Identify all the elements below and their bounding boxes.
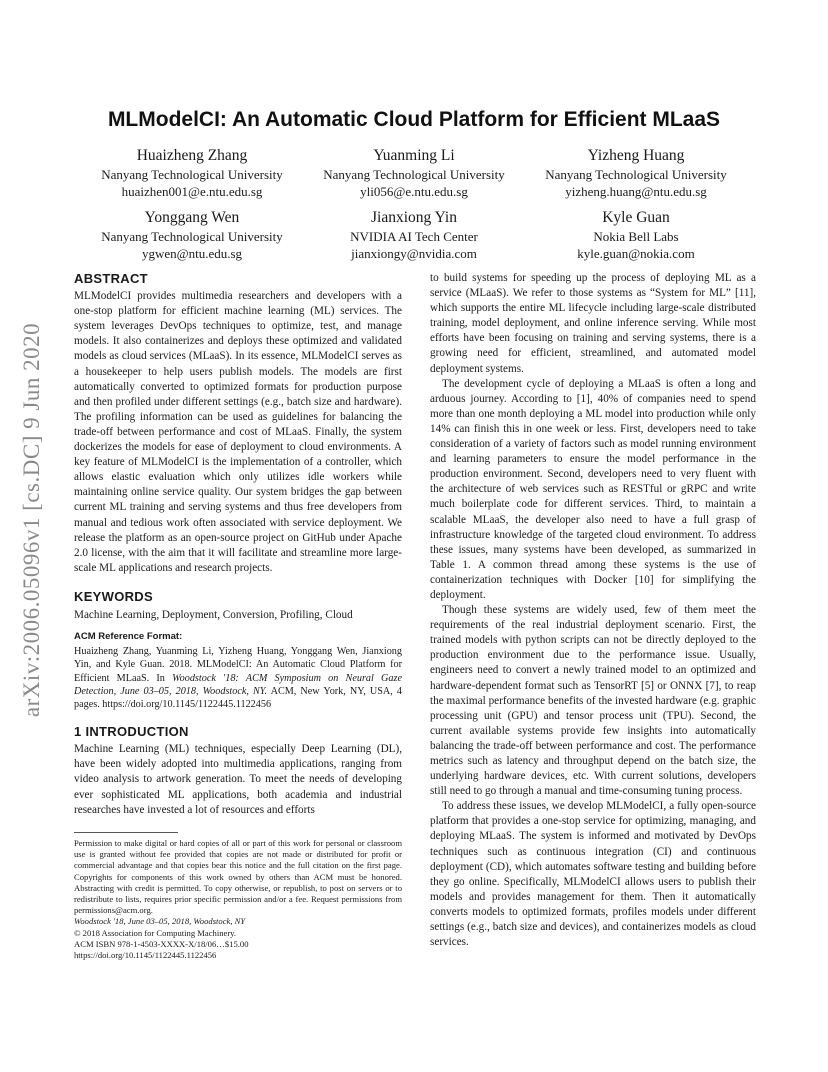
introduction-paragraph: Though these systems are widely used, few of them meet the requirements of the real industrial deployment scenario. First, the trained models with python scripts can not be directly deployed to the production environment due to the performance issue. Usually, engineers need to convert a newly trained model to an optimized and hardware-dependent format such as TensorRT [5] or ONNX [7], to reap the maximal performance benefits of the invested hardware (e.g. graphic processing unit (GPU) and tensor process unit (TPU). Second, the current available systems provide few insights into automatically balancing the trade-off between performance and cost. The performance metrics such as latency and throughput depend on the batch size, the underlying hardware devices, etc. With current solutions, developers still need to go through a manual and time-consuming tuning process.	[430, 604, 756, 798]
author-email: kyle.guan@nokia.com	[577, 246, 695, 261]
author-block	[516, 208, 756, 262]
introduction-paragraph: To address these issues, we develop MLModelCI, a fully open-source platform that provides a one-stop service for optimizing, managing, and deploying MLaaS. The system is informed and motivated by DevOps techniques such as continuous integration (CI) and continuous deployment (CD), which automates software testing and building before they go online. Specifically, MLModelCI allows users to publish their models and provides management for them. Then it automatically converts models to optimized formats, profiles models under different settings (e.g., batch size and devices), and containerizes models as cloud services.	[430, 800, 756, 949]
author-name: Yonggang Wen	[144, 209, 240, 226]
introduction-paragraph: Machine Learning (ML) techniques, especially Deep Learning (DL), have been widely adopted into multimedia applications, ranging from video analysis to artwork generation. To meet the needs of developing ever sophisticated ML applications, both academia and industrial researches have invested a lot of resources and efforts	[74, 743, 402, 816]
author-name: Jianxiong Yin	[371, 209, 457, 226]
author-email: jianxiongy@nvidia.com	[351, 246, 477, 261]
abstract-text: MLModelCI provides multimedia researchers and developers with a one-stop platform for efficient machine learning (ML) services. The system leverages DevOps techniques to optimize, test, and manage models. It also containerizes and deploys these optimized and validated models as cloud services (MLaaS). In its essence, MLModelCI serves as a housekeeper to help users publish models. The models are first automatically converted to optimized formats for production purpose and then profiled under different settings (e.g., batch size and hardware). The profiling information can be used as guidelines for balancing the trade-off between performance and cost of MLaaS. Finally, the system dockerizes the models for ease of deployment to cloud environments. A key feature of MLModelCI is the implementation of a controller, which allows elastic evaluation which only utilizes idle workers while maintaining online service quality. Our system bridges the gap between current ML training and serving systems and thus free developers from manual and tedious work often associated with service deployment. We release the platform as an open-source project on GitHub under Apache 2.0 license, with the aim that it will facilitate and streamline more large-scale ML applications and research projects.	[74, 290, 402, 574]
author-email: yli056@e.ntu.edu.sg	[360, 184, 468, 199]
doi-line: https://doi.org/10.1145/1122445.1122456	[74, 950, 217, 961]
author-email: yizheng.huang@ntu.edu.sg	[565, 184, 707, 199]
keywords-heading: KEYWORDS	[74, 588, 153, 604]
acm-reference-venue: Woodstock '18: ACM Symposium on Neural Gaze Detection, June 03–05, 2018, Woodstock, NY.	[74, 672, 402, 697]
author-name: Kyle Guan	[602, 209, 670, 226]
keywords-text: Machine Learning, Deployment, Conversion, Profiling, Cloud	[74, 608, 353, 621]
copyright-line: © 2018 Association for Computing Machinery.	[74, 927, 237, 938]
author-name: Yizheng Huang	[587, 147, 685, 164]
author-name: Yuanming Li	[373, 147, 455, 164]
author-affiliation: Nanyang Technological University	[101, 229, 283, 244]
paper-title: MLModelCI: An Automatic Cloud Platform for Efficient MLaaS	[107, 108, 721, 131]
permission-notice: Permission to make digital or hard copies of all or part of this work for personal or classroom use is granted without fee provided that copies are not made or distributed for profit or commercial advantage and that copies bear this notice and the full citation on the first page. Copyrights for components of this work owned by others than ACM must be honored. Abstracting with credit is permitted. To copy otherwise, or republish, to post on servers or to redistribute to lists, requires prior specific permission and/or a fee. Request permissions from permissions@acm.org.	[74, 838, 402, 916]
arxiv-identifier-text: arXiv:2006.05096v1 [cs.DC] 9 Jun 2020	[19, 322, 44, 718]
copyright-footnote	[74, 838, 402, 961]
abstract-heading: ABSTRACT	[74, 271, 148, 286]
acm-reference-heading: ACM Reference Format:	[74, 631, 183, 643]
acm-reference-authors: Huaizheng Zhang, Yuanming Li, Yizheng Huang, Yonggang Wen, Jianxiong Yin, and Kyle Guan. 2018. MLModelCI: An Automatic Cloud Platform for Efficient MLaaS. In	[74, 646, 402, 684]
author-email: huaizhen001@e.ntu.edu.sg	[121, 184, 263, 199]
author-block	[294, 146, 534, 200]
left-column	[74, 271, 402, 818]
acm-reference-text	[74, 645, 402, 711]
right-column	[430, 271, 756, 950]
author-block	[294, 208, 534, 262]
author-affiliation: Nanyang Technological University	[545, 167, 727, 182]
footnote-rule	[74, 832, 178, 833]
arxiv-identifier	[12, 300, 52, 740]
author-email: ygwen@ntu.edu.sg	[141, 246, 243, 261]
author-block	[72, 208, 312, 262]
author-name: Huaizheng Zhang	[136, 147, 248, 164]
introduction-paragraph: The development cycle of deploying a MLaaS is often a long and arduous journey. According to [1], 40% of companies need to spend more than one month deploying a ML model into production while only 14% can finish this in one week or less. First, developers need to take consideration of a variety of factors such as model running environment and learning parameters to ensure the model performance in the production environment. Second, developers need to very fluent with the architecture of web services such as RESTful or gRPC and write much boilerplate code for different services. Third, to maintain a scalable MLaaS, the developer also need to have a full grasp of infrastructure knowledge of the targeted cloud environment. To address these issues, many systems have been developed, as summarized in Table 1. A common thread among these systems is the use of containerization techniques with Docker [10] for simplifying the deployment.	[430, 377, 756, 601]
author-affiliation: Nokia Bell Labs	[593, 229, 679, 244]
venue-line: Woodstock '18, June 03–05, 2018, Woodstock, NY	[74, 916, 246, 927]
author-affiliation: Nanyang Technological University	[101, 167, 283, 182]
introduction-paragraph: to build systems for speeding up the process of deploying ML as a service (MLaaS). We refer to those systems as “System for ML” [11], which supports the entire ML lifecycle including large-scale distributed training, model deployment, and online inference serving. While most efforts have been focusing on training and serving systems, there is a growing need for efficient, streamlined, and automated model deployment systems.	[430, 272, 756, 375]
author-block	[72, 146, 312, 200]
author-affiliation: NVIDIA AI Tech Center	[350, 229, 478, 244]
acm-reference-publisher: ACM, New York, NY, USA, 4 pages. https://doi.org/10.1145/1122445.1122456	[74, 685, 403, 710]
isbn-line: ACM ISBN 978-1-4503-XXXX-X/18/06…$15.00	[74, 938, 249, 949]
author-affiliation: Nanyang Technological University	[323, 167, 505, 182]
introduction-heading: 1 INTRODUCTION	[74, 724, 189, 740]
author-block	[516, 146, 756, 200]
